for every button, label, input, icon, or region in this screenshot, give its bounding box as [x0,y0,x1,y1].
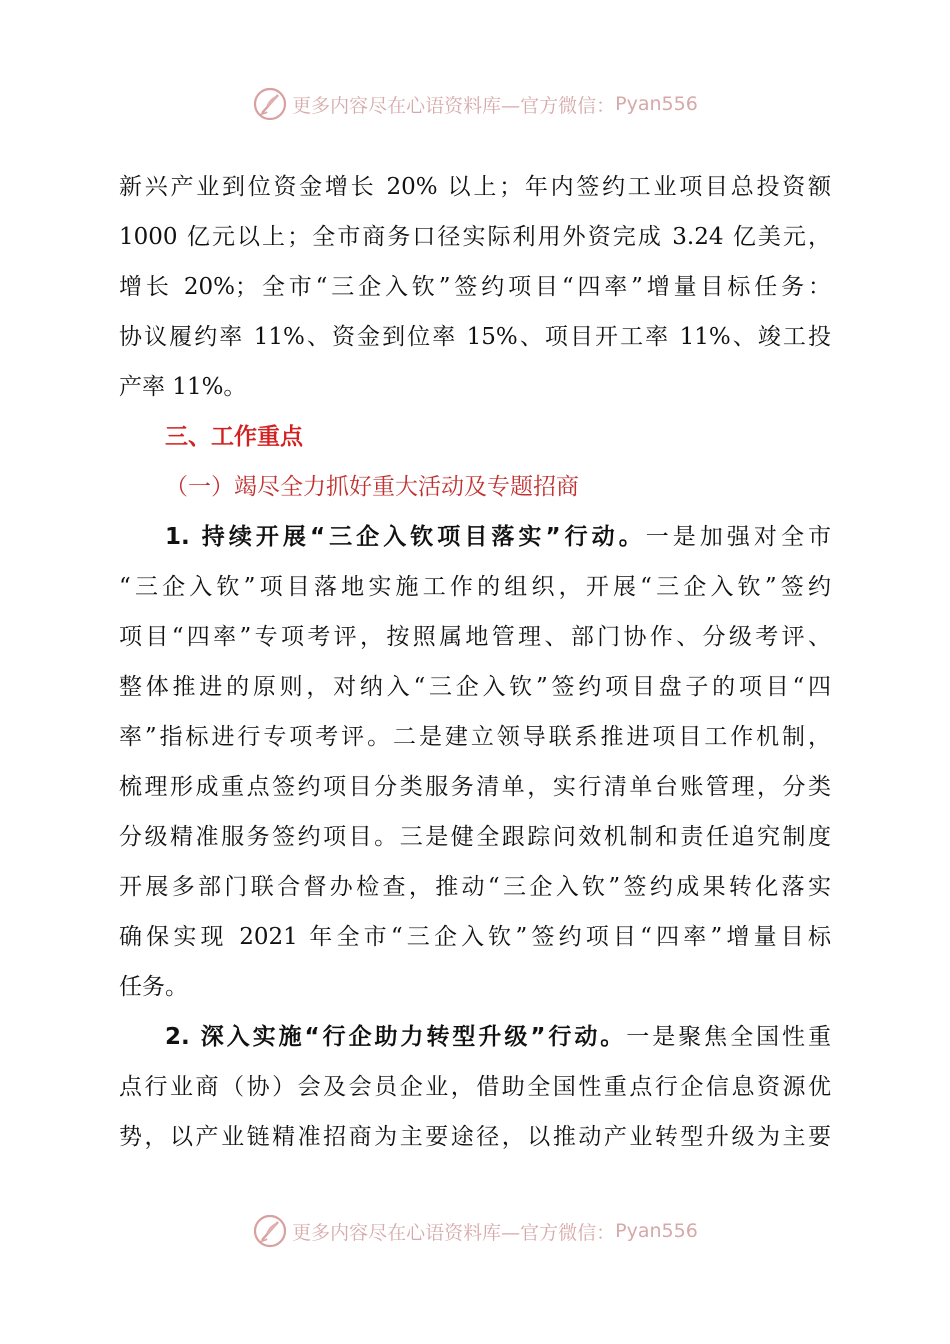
watermark-wechat-id: Pyan556 [615,1220,698,1242]
watermark-header [0,84,950,124]
item2-first-line [119,1012,831,1062]
text-line: 率”指标进行专项考评。二是建立领导联系推进项目工作机制， [119,724,831,750]
text-line: 1000 亿元以上；全市商务口径实际利用外资完成 3.24 亿美元， [119,224,831,250]
watermark-text: 更多内容尽在心语资料库—官方微信： [292,94,616,117]
quill-logo-icon [252,1213,288,1249]
section-heading: 三、工作重点 [165,424,303,450]
item1-first-line-rest: 一是加强对全市 [645,524,831,550]
text-line: 整体推进的原则，对纳入“三企入钦”签约项目盘子的项目“四 [119,674,831,700]
text-line: 点行业商（协）会及会员企业，借助全国性重点行企信息资源优 [119,1074,831,1100]
text-line: 开展多部门联合督办检查，推动“三企入钦”签约成果转化落实 [119,874,831,900]
text-line: 分级精准服务签约项目。三是健全跟踪问效机制和责任追究制度 [119,824,831,850]
text-line: 确保实现 2021 年全市“三企入钦”签约项目“四率”增量目标 [119,924,831,950]
text-line: 产率 11%。 [119,374,247,400]
item1-title: 1. 持续开展“三企入钦项目落实”行动。 [165,524,646,550]
watermark-text: 更多内容尽在心语资料库—官方微信： [292,1221,616,1244]
text-line: 增长 20%；全市“三企入钦”签约项目“四率”增量目标任务： [119,274,831,300]
text-line: 势，以产业链精准招商为主要途径，以推动产业转型升级为主要 [119,1124,831,1150]
subsection-heading: （一）竭尽全力抓好重大活动及专题招商 [165,474,579,500]
text-line: 新兴产业到位资金增长 20% 以上；年内签约工业项目总投资额 [119,174,831,200]
watermark-footer [0,1211,950,1251]
text-line: 梳理形成重点签约项目分类服务清单，实行清单台账管理，分类 [119,774,831,800]
quill-logo-icon [252,86,288,122]
watermark-wechat-id: Pyan556 [615,93,698,115]
document-body [119,162,831,1162]
item1-first-line [119,512,831,562]
item2-first-line-rest: 一是聚焦全国性重 [626,1024,831,1050]
text-line: 项目“四率”专项考评，按照属地管理、部门协作、分级考评、 [119,624,831,650]
text-line: 协议履约率 11%、资金到位率 15%、项目开工率 11%、竣工投 [119,324,831,350]
text-line: 任务。 [119,974,188,1000]
text-line: “三企入钦”项目落地实施工作的组织，开展“三企入钦”签约 [119,574,831,600]
item2-title: 2. 深入实施“行企助力转型升级”行动。 [165,1024,627,1050]
